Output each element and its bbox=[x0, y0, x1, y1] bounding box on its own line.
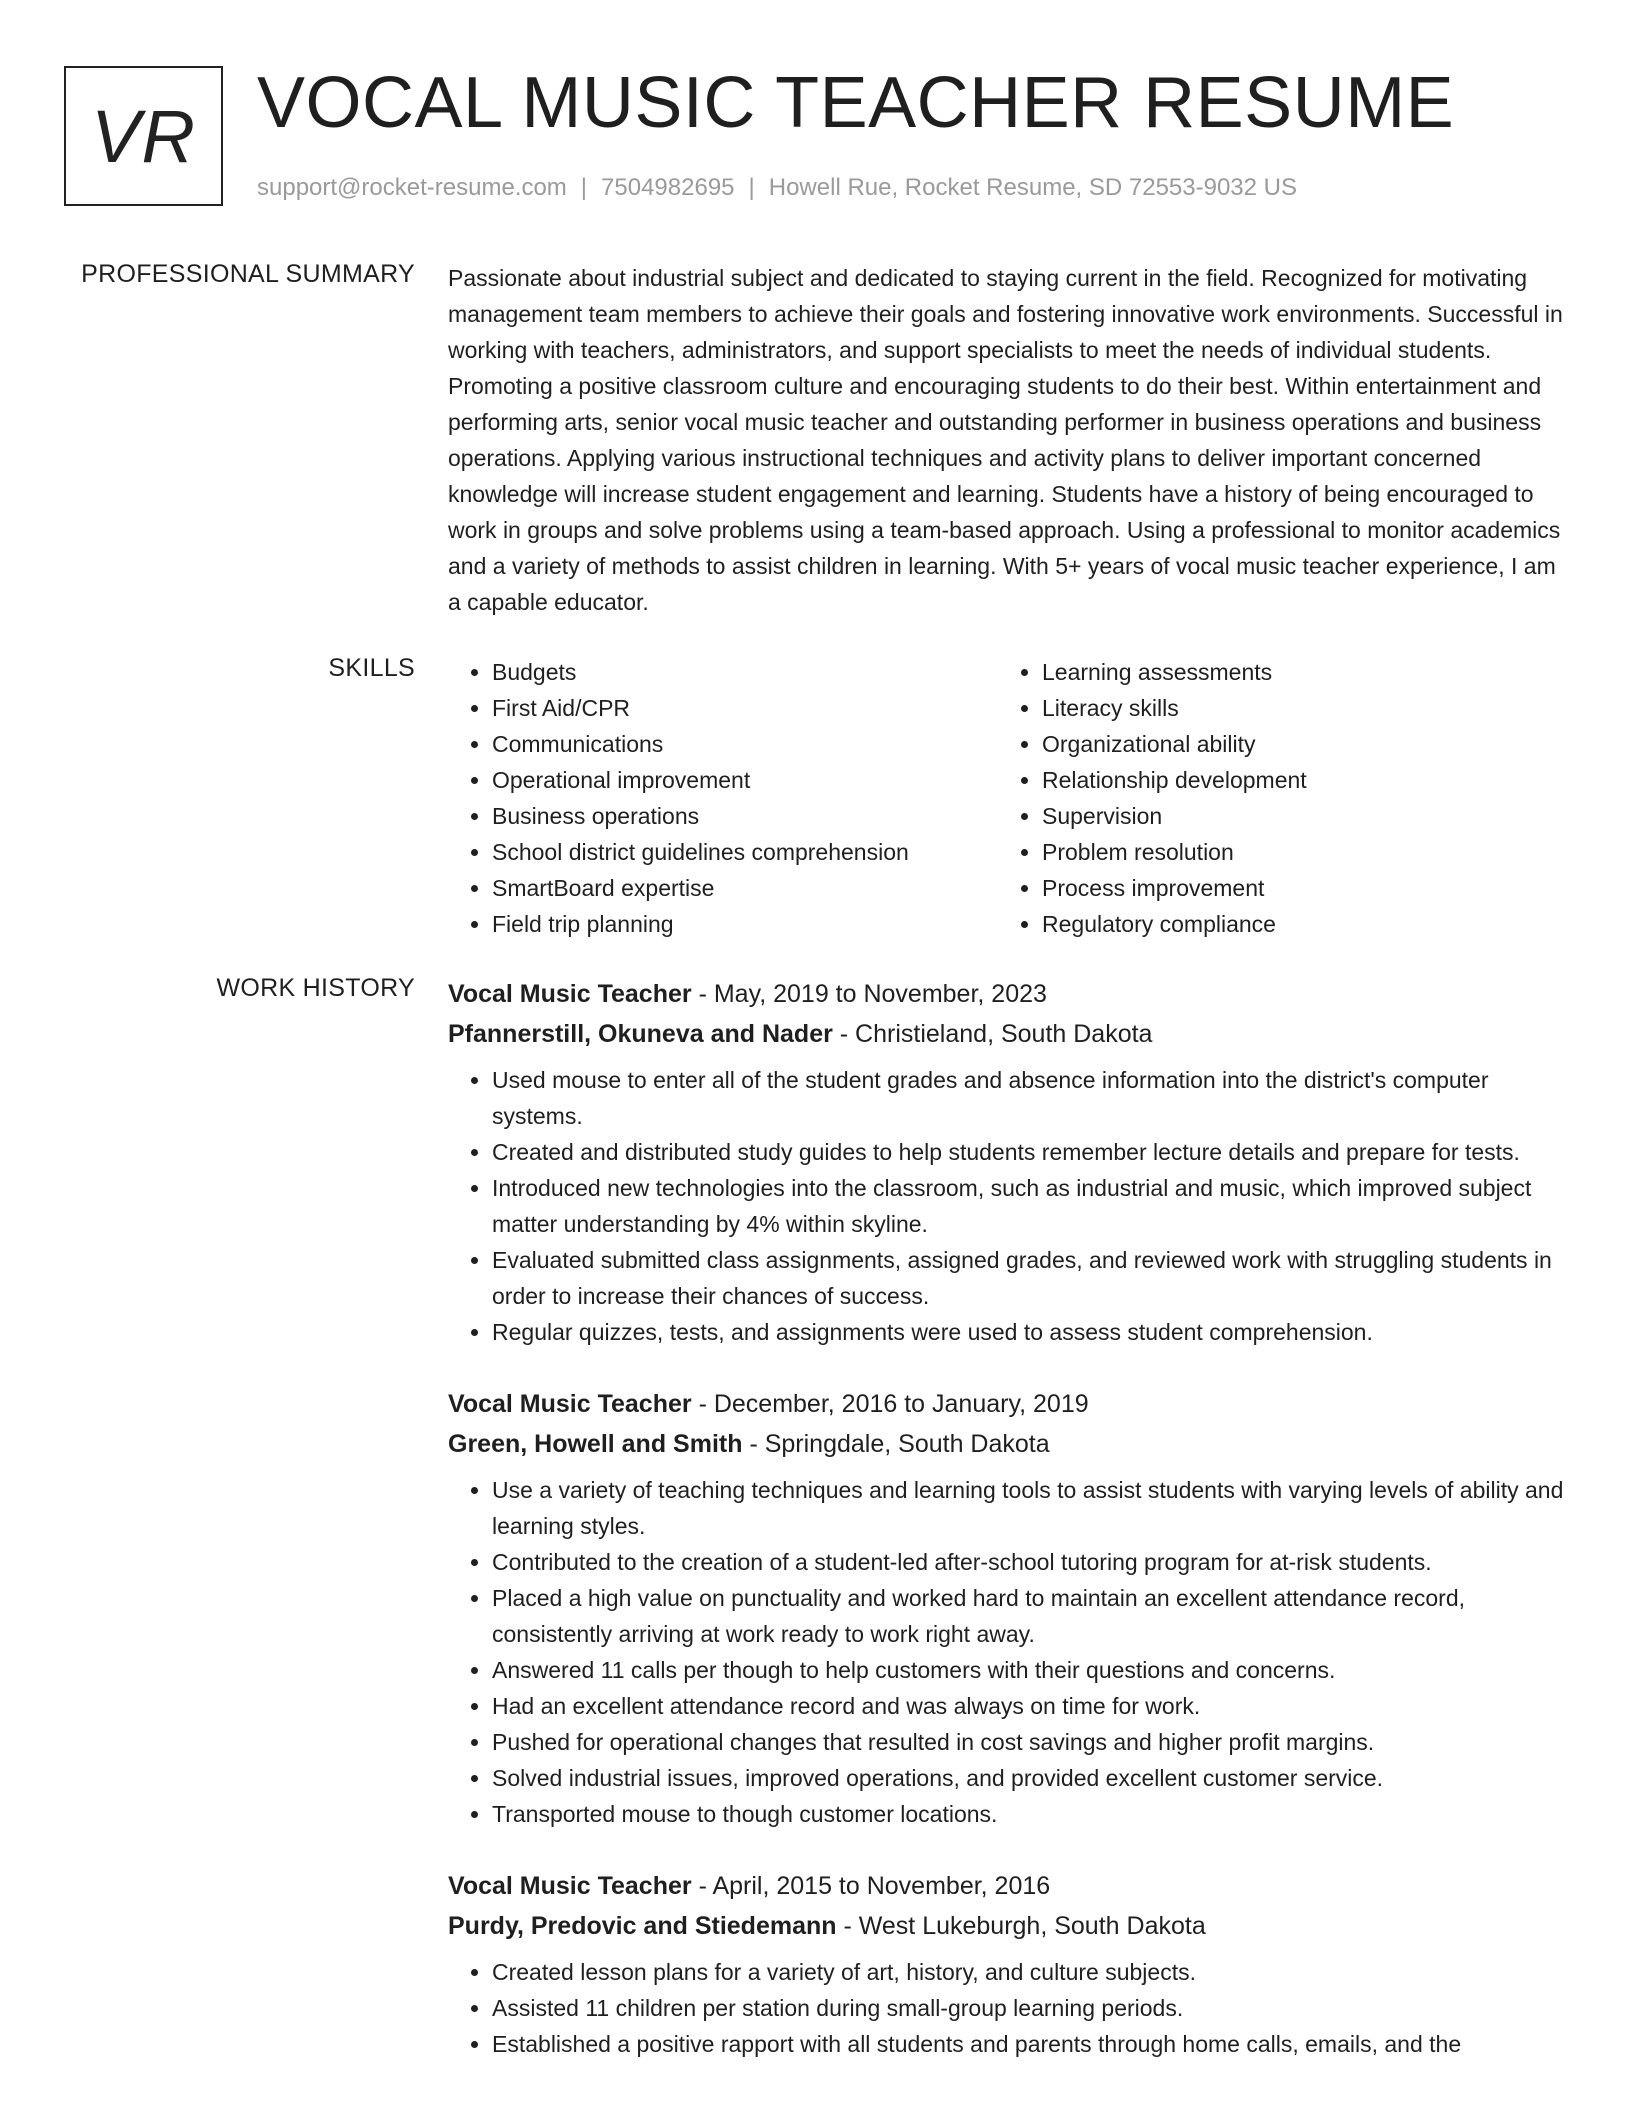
job-location: - Springdale, South Dakota bbox=[742, 1430, 1050, 1458]
skill-item: • Learning assessments bbox=[1042, 654, 1307, 690]
resume-header bbox=[64, 63, 1604, 216]
job-bullet: • Transported mouse to though customer locations. bbox=[492, 1796, 1574, 1832]
skill-item: • Operational improvement bbox=[492, 762, 998, 798]
job-company: Green, Howell and Smith bbox=[448, 1430, 743, 1458]
job-bullet: • Had an excellent attendance record and was always on time for work. bbox=[492, 1688, 1574, 1724]
skill-item: • Relationship development bbox=[1042, 762, 1307, 798]
job-dates: - December, 2016 to January, 2019 bbox=[691, 1390, 1089, 1418]
job-company-line bbox=[448, 1424, 1574, 1464]
job-bullet: • Evaluated submitted class assignments, assigned grades, and reviewed work with struggling students in order to increase their chances of success. bbox=[492, 1242, 1574, 1314]
job-company-line bbox=[448, 1906, 1574, 1946]
job-bullet: • Contributed to the creation of a student-led after-school tutoring program for at-risk students. bbox=[492, 1544, 1574, 1580]
skill-item: • First Aid/CPR bbox=[492, 690, 998, 726]
job-company: Pfannerstill, Okuneva and Nader bbox=[448, 1020, 833, 1048]
section-label-work-history: WORK HISTORY bbox=[216, 974, 415, 1002]
job-bullet: • Created and distributed study guides to help students remember lecture details and prepare for tests. bbox=[492, 1134, 1574, 1170]
job-title-line bbox=[448, 974, 1574, 1014]
job-location: - Christieland, South Dakota bbox=[832, 1020, 1153, 1048]
section-label-skills: SKILLS bbox=[328, 654, 415, 682]
skill-item: • Process improvement bbox=[1042, 870, 1307, 906]
job-entry bbox=[448, 974, 1574, 1350]
job-bullet: • Used mouse to enter all of the student grades and absence information into the district's computer systems. bbox=[492, 1062, 1574, 1134]
skill-item: • Problem resolution bbox=[1042, 834, 1307, 870]
job-bullet: • Established a positive rapport with all students and parents through home calls, emails, and the bbox=[492, 2026, 1574, 2062]
summary-text: Passionate about industrial subject and dedicated to staying current in the field. Recognized for motivating management team members to achieve their goals and fostering innovative work environments. Successful in working with teachers, administrators, and support specialists to meet the needs of individual students. Promoting a positive classroom culture and encouraging students to do their best. Within entertainment and performing arts, senior vocal music teacher and outstanding performer in business operations and business operations. Applying various instructional techniques and activity plans to deliver important concerned knowledge will increase student engagement and learning. Students have a history of being encouraged to work in groups and solve problems using a team-based approach. Using a professional to monitor academics and a variety of methods to assist children in learning. With 5+ years of vocal music teacher experience, I am a capable educator. bbox=[448, 265, 1563, 615]
job-title-line bbox=[448, 1384, 1574, 1424]
job-bullet: • Solved industrial issues, improved operations, and provided excellent customer service. bbox=[492, 1760, 1574, 1796]
section-label-professional-summary: PROFESSIONAL SUMMARY bbox=[81, 260, 415, 288]
job-entry bbox=[448, 1384, 1574, 1832]
job-location: - West Lukeburgh, South Dakota bbox=[836, 1912, 1206, 1940]
skills-column-2 bbox=[998, 654, 1307, 942]
contact-phone: 7504982695 bbox=[601, 174, 735, 201]
job-entry bbox=[448, 1866, 1574, 2062]
summary-body bbox=[448, 260, 1574, 620]
job-title-line bbox=[448, 1866, 1574, 1906]
skill-item: • School district guidelines comprehension bbox=[492, 834, 998, 870]
job-bullet: • Placed a high value on punctuality and worked hard to maintain an excellent attendance record, consistently arriving at work ready to work right away. bbox=[492, 1580, 1574, 1652]
skill-item: • Business operations bbox=[492, 798, 998, 834]
monogram-logo: VR bbox=[64, 66, 223, 206]
job-title: Vocal Music Teacher bbox=[448, 980, 692, 1008]
job-title: Vocal Music Teacher bbox=[448, 1872, 692, 1900]
job-company: Purdy, Predovic and Stiedemann bbox=[448, 1912, 837, 1940]
job-company-line bbox=[448, 1014, 1574, 1054]
skill-item: • SmartBoard expertise bbox=[492, 870, 998, 906]
contact-separator: | bbox=[748, 174, 755, 201]
resume-title: VOCAL MUSIC TEACHER RESUME bbox=[257, 63, 1455, 143]
contact-line bbox=[257, 174, 1297, 202]
job-dates: - May, 2019 to November, 2023 bbox=[691, 980, 1047, 1008]
contact-address: Howell Rue, Rocket Resume, SD 72553-9032 US bbox=[768, 174, 1298, 201]
job-bullet: • Regular quizzes, tests, and assignments were used to assess student comprehension. bbox=[492, 1314, 1574, 1350]
job-bullet: • Assisted 11 children per station during small-group learning periods. bbox=[492, 1990, 1574, 2026]
skill-item: • Literacy skills bbox=[1042, 690, 1307, 726]
job-bullet: • Pushed for operational changes that resulted in cost savings and higher profit margins. bbox=[492, 1724, 1574, 1760]
job-bullets bbox=[448, 1062, 1574, 1350]
contact-email: support@rocket-resume.com bbox=[257, 174, 567, 201]
job-dates: - April, 2015 to November, 2016 bbox=[691, 1872, 1051, 1900]
job-bullets bbox=[448, 1954, 1574, 2062]
skill-item: • Field trip planning bbox=[492, 906, 998, 942]
job-bullet: • Use a variety of teaching techniques and learning tools to assist students with varying levels of ability and learning styles. bbox=[492, 1472, 1574, 1544]
skill-item: • Budgets bbox=[492, 654, 998, 690]
skill-item: • Organizational ability bbox=[1042, 726, 1307, 762]
skills-column-1 bbox=[448, 654, 998, 942]
job-bullet: • Introduced new technologies into the classroom, such as industrial and music, which improved subject matter understanding by 4% within skyline. bbox=[492, 1170, 1574, 1242]
job-bullet: • Created lesson plans for a variety of art, history, and culture subjects. bbox=[492, 1954, 1574, 1990]
job-bullets bbox=[448, 1472, 1574, 1832]
work-history-body bbox=[448, 974, 1574, 2096]
skills-body bbox=[448, 654, 1574, 942]
skill-item: • Supervision bbox=[1042, 798, 1307, 834]
job-bullet: • Answered 11 calls per though to help customers with their questions and concerns. bbox=[492, 1652, 1574, 1688]
skill-item: • Communications bbox=[492, 726, 998, 762]
skill-item: • Regulatory compliance bbox=[1042, 906, 1307, 942]
contact-separator: | bbox=[580, 174, 588, 201]
job-title: Vocal Music Teacher bbox=[448, 1390, 692, 1418]
